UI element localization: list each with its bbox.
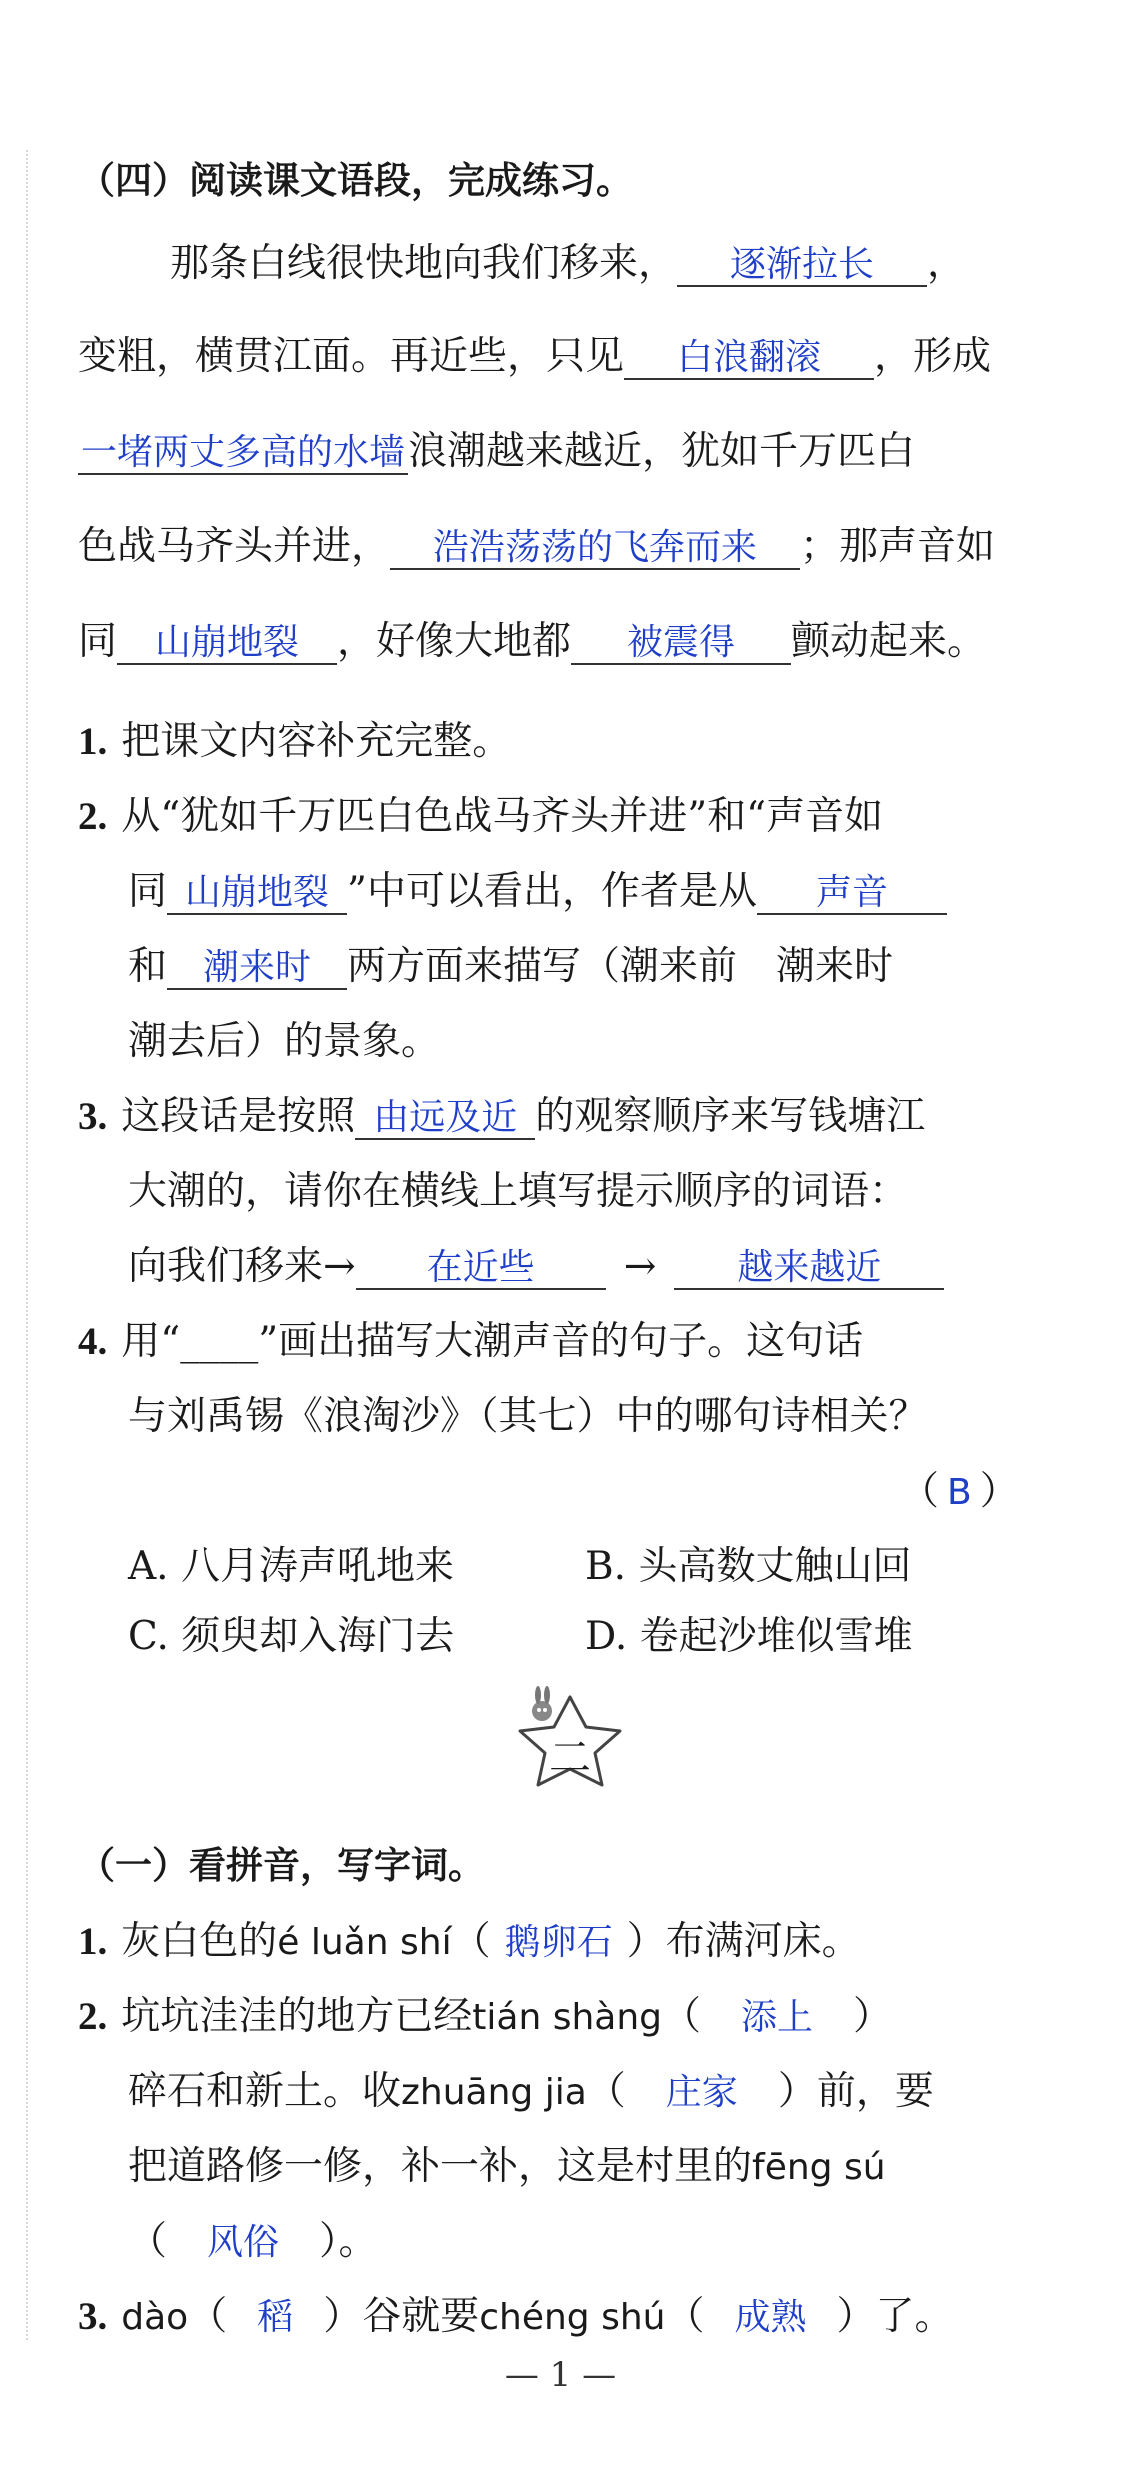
margin-line bbox=[26, 150, 29, 2340]
item-2-line-4: （ 风俗 ）。 bbox=[128, 2219, 378, 2264]
passage-line-2: 变粗，横贯江面。再近些，只见 白浪翻滚 ，形成 bbox=[78, 334, 992, 379]
question-4-line-2: 与刘禹锡《浪淘沙》（其七）中的哪句诗相关？ bbox=[128, 1394, 928, 1439]
pinyin: zhuāng jia bbox=[401, 2072, 587, 2113]
question-4: 4. 用“____”画出描写大潮声音的句子。这句话 bbox=[78, 1319, 864, 1364]
passage-line-1: 那条白线很快地向我们移来， 逐渐拉长 ， bbox=[170, 241, 967, 286]
answer-blank[interactable]: 被震得 bbox=[571, 622, 791, 665]
answer-blank[interactable]: 山崩地裂 bbox=[117, 622, 337, 665]
pinyin: dào bbox=[121, 2297, 189, 2338]
answer-blank[interactable]: 由远及近 bbox=[355, 1097, 535, 1140]
arrow-icon: → bbox=[623, 1244, 657, 1289]
answer-blank[interactable]: 一堵两丈多高的水墙 bbox=[78, 432, 408, 475]
pinyin: chéng shú bbox=[479, 2297, 666, 2338]
pinyin: tián shàng bbox=[472, 1997, 663, 2038]
passage-line-3: 一堵两丈多高的水墙浪潮越来越近，犹如千万匹白 bbox=[78, 420, 915, 476]
question-2-line-3: 和 潮来时 两方面来描写（潮来前 潮来时 bbox=[128, 944, 894, 989]
pinyin: fēng sú bbox=[752, 2147, 886, 2188]
section-four-title: （四）阅读课文语段，完成练习。 bbox=[78, 159, 633, 202]
passage-line-5: 同 山崩地裂 ，好像大地都 被震得 颤动起来。 bbox=[78, 619, 987, 664]
question-4-answer: （ B ） bbox=[900, 1469, 1019, 1514]
option-d: D. 卷起沙堆似雪堆 bbox=[585, 1614, 913, 1659]
answer-field[interactable]: 成熟 bbox=[734, 2297, 807, 2338]
answer-blank[interactable]: 逐渐拉长 bbox=[677, 244, 927, 287]
answer-field[interactable]: 风俗 bbox=[207, 2222, 280, 2263]
question-1: 1. 把课文内容补充完整。 bbox=[78, 719, 512, 764]
choice-answer[interactable]: B bbox=[947, 1472, 972, 1513]
answer-blank[interactable]: 浩浩荡荡的飞奔而来 bbox=[390, 527, 800, 570]
answer-field[interactable]: 鹅卵石 bbox=[504, 1922, 613, 1963]
item-3: 3. dào（ 稻 ）谷就要chéng shú（ 成熟 ）了。 bbox=[78, 2294, 954, 2339]
answer-blank[interactable]: 越来越近 bbox=[674, 1247, 944, 1290]
answer-blank[interactable]: 声音 bbox=[757, 872, 947, 915]
question-2-line-2: 同 山崩地裂 ”中可以看出，作者是从 声音 bbox=[128, 860, 947, 916]
answer-blank[interactable]: 山崩地裂 bbox=[167, 872, 347, 915]
section-two-badge bbox=[500, 1685, 640, 1795]
question-2-line-4: 潮去后）的景象。 bbox=[128, 1019, 441, 1064]
item-1: 1. 灰白色的é luǎn shí（ 鹅卵石 ）布满河床。 bbox=[78, 1919, 861, 1964]
passage-line-4: 色战马齐头并进， 浩浩荡荡的飞奔而来 ；那声音如 bbox=[78, 524, 996, 569]
answer-blank[interactable]: 潮来时 bbox=[167, 947, 347, 990]
item-2-line-3: 把道路修一修，补一补，这是村里的fēng sú bbox=[128, 2144, 886, 2189]
answer-blank[interactable]: 白浪翻滚 bbox=[624, 337, 874, 380]
pinyin: é luǎn shí bbox=[277, 1922, 452, 1963]
question-3-line-2: 大潮的，请你在横线上填写提示顺序的词语： bbox=[128, 1169, 909, 1214]
question-3: 3. 这段话是按照 由远及近 的观察顺序来写钱塘江 bbox=[78, 1094, 926, 1139]
answer-field[interactable]: 添上 bbox=[741, 1997, 814, 2038]
item-2: 2. 坑坑洼洼的地方已经tián shàng（ 添上 ） bbox=[78, 1994, 893, 2039]
section-two-numeral: 二 bbox=[548, 1733, 591, 1782]
answer-field[interactable]: 庄家 bbox=[665, 2072, 738, 2113]
option-b: B. 头高数丈触山回 bbox=[585, 1544, 912, 1589]
question-3-line-3: 向我们移来→ 在近些 → 越来越近 bbox=[128, 1235, 944, 1291]
answer-field[interactable]: 稻 bbox=[257, 2297, 294, 2338]
question-2: 2. 从“犹如千万匹白色战马齐头并进”和“声音如 bbox=[78, 794, 884, 839]
answer-blank[interactable]: 在近些 bbox=[356, 1247, 606, 1290]
page-number: — 1 — bbox=[504, 2355, 617, 2395]
section-two-subtitle: （一）看拼音，写字词。 bbox=[78, 1844, 485, 1887]
option-c: C. 须臾却入海门去 bbox=[128, 1614, 455, 1659]
option-a: A. 八月涛声吼地来 bbox=[128, 1544, 454, 1589]
item-2-line-2: 碎石和新土。收zhuāng jia（ 庄家 ）前，要 bbox=[128, 2069, 934, 2114]
